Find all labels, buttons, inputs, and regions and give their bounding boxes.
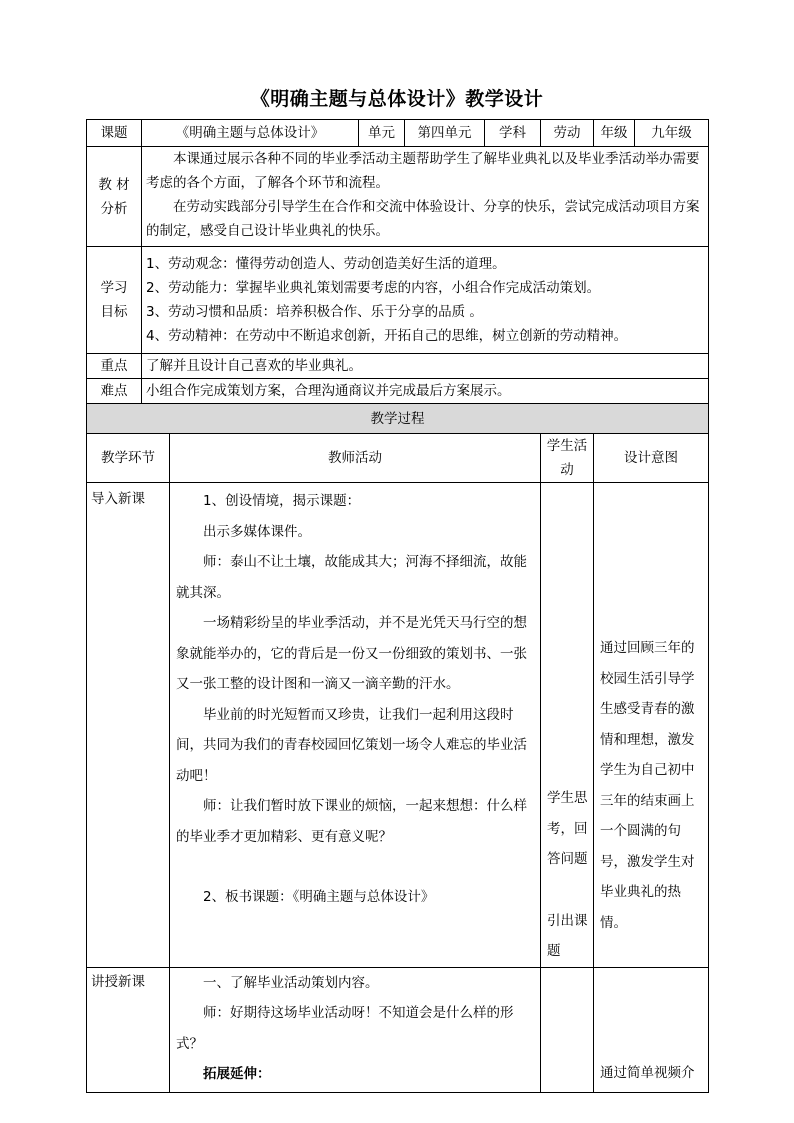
analysis-paragraph: 在劳动实践部分引导学生在合作和交流中体验设计、分享的快乐，尝试完成活动项目方案的制定，感受自己设计毕业典礼的快乐。	[146, 199, 700, 239]
teacher-line: 出示多媒体课件。	[203, 523, 311, 540]
column-teacher: 教师活动	[170, 434, 541, 483]
objective-item: 1、劳动观念：懂得劳动创造人、劳动创造美好生活的道理。	[146, 256, 506, 272]
analysis-content	[142, 147, 709, 247]
intro-teacher	[170, 483, 541, 968]
key-point-row	[87, 354, 709, 379]
analysis-label	[87, 147, 142, 247]
objective-item: 4、劳动精神：在劳动中不断追求创新，开拓自己的思维，树立创新的劳动精神。	[146, 328, 628, 344]
objectives-content	[142, 247, 709, 354]
objectives-label	[87, 247, 142, 354]
teacher-line: 1、创设情境，揭示课题：	[203, 493, 361, 509]
objectives-row	[87, 247, 709, 354]
course-label: 课题	[87, 120, 142, 147]
objective-item: 3、劳动习惯和品质：培养积极合作、乐于分享的品质 。	[146, 304, 483, 320]
unit-label: 单元	[359, 120, 405, 147]
teacher-line: 拓展延伸：	[203, 1066, 271, 1082]
teacher-line: 2、板书课题：《明确主题与总体设计》	[203, 889, 435, 905]
difficulty-value: 小组合作完成策划方案，合理沟通商议并完成最后方案展示。	[142, 379, 709, 404]
lesson-plan-table	[86, 119, 709, 1093]
analysis-row	[87, 147, 709, 247]
teacher-line: 一、了解毕业活动策划内容。	[203, 974, 379, 991]
column-student: 学生活动	[541, 434, 594, 483]
teacher-line: 师：好期待这场毕业活动呀！不知道会是什么样的形式？	[176, 1005, 514, 1052]
process-header-row	[87, 404, 709, 434]
objective-item: 2、劳动能力：掌握毕业典礼策划需要考虑的内容，小组合作完成活动策划。	[146, 280, 601, 296]
student-line: 学生思考，回答问题	[547, 790, 588, 867]
lecture-row	[87, 967, 709, 1092]
difficulty-label: 难点	[87, 379, 142, 404]
process-header: 教学过程	[87, 404, 709, 434]
column-stage: 教学环节	[87, 434, 170, 483]
grade-value: 九年级	[635, 120, 709, 147]
info-row	[87, 120, 709, 147]
lecture-teacher	[170, 967, 541, 1092]
teacher-line: 师：让我们暂时放下课业的烦恼，一起来想想：什么样的毕业季才更加精彩、更有意义呢？	[176, 798, 527, 845]
subject-value: 劳动	[541, 120, 594, 147]
intro-stage: 导入新课	[87, 483, 170, 968]
intro-row	[87, 483, 709, 968]
unit-value: 第四单元	[405, 120, 485, 147]
grade-label: 年级	[594, 120, 635, 147]
intro-intent: 通过回顾三年的校园生活引导学生感受青春的激情和理想，激发学生为自己初中三年的结束画上一个圆满的句号，激发学生对毕业典礼的热情。	[594, 483, 709, 968]
analysis-label-line2: 分析	[100, 200, 128, 217]
subject-label: 学科	[485, 120, 541, 147]
teacher-line: 一场精彩纷呈的毕业季活动，并不是光凭天马行空的想象就能举办的，它的背后是一份又一份细致的策划书、一张又一张工整的设计图和一滴又一滴辛勤的汗水。	[176, 615, 527, 692]
page-title: 《明确主题与总体设计》教学设计	[250, 88, 544, 110]
teacher-line: 毕业前的时光短暂而又珍贵，让我们一起利用这段时间，共同为我们的青春校园回忆策划一场令人难忘的毕业活动吧！	[176, 706, 527, 784]
analysis-paragraph: 本课通过展示各种不同的毕业季活动主题帮助学生了解毕业典礼以及毕业季活动举办需要考虑的各个方面，了解各个环节和流程。	[146, 151, 700, 191]
objectives-label-line2: 目标	[100, 304, 128, 320]
intro-student	[541, 483, 594, 968]
lecture-student	[541, 967, 594, 1092]
objectives-label-line1: 学习	[100, 280, 128, 296]
process-columns-row	[87, 434, 709, 483]
lecture-intent: 通过简单视频介	[594, 967, 709, 1092]
lecture-stage: 讲授新课	[87, 967, 170, 1092]
key-point-value: 了解并且设计自己喜欢的毕业典礼。	[142, 354, 709, 379]
course-value: 《明确主题与总体设计》	[142, 120, 359, 147]
difficulty-row	[87, 379, 709, 404]
student-line: 引出课题	[547, 912, 588, 959]
teacher-line: 师：泰山不让土壤，故能成其大；河海不择细流，故能就其深。	[176, 554, 527, 601]
column-intent: 设计意图	[594, 434, 709, 483]
key-point-label: 重点	[87, 354, 142, 379]
analysis-label-line1: 教 材	[98, 176, 130, 193]
